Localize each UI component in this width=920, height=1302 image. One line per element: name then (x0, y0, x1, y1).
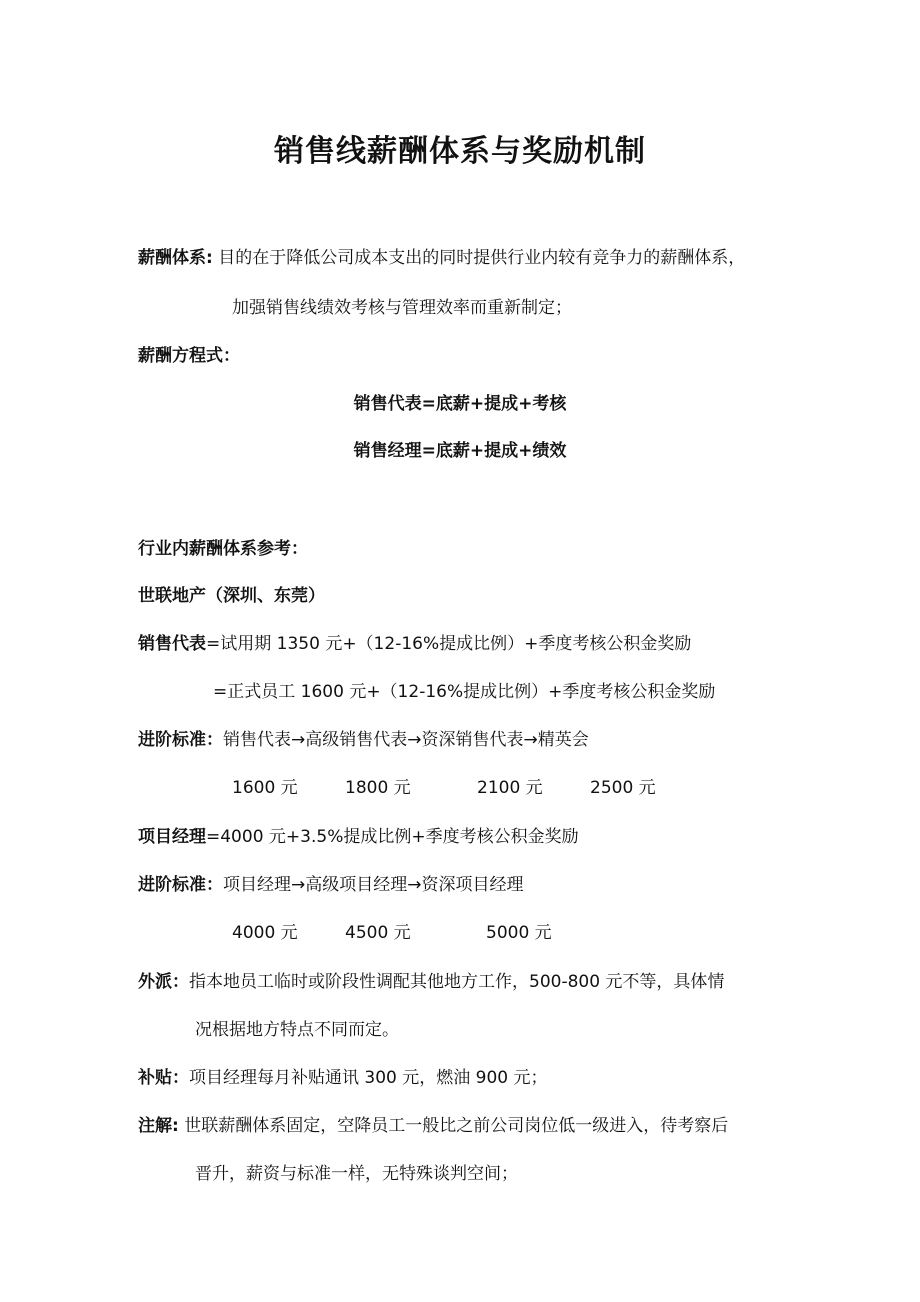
formula-sales-rep: 销售代表=底薪+提成+考核 (353, 394, 567, 414)
subsidy-label: 补贴： (138, 1068, 189, 1088)
mgr-levels-line (138, 873, 524, 897)
salary-system-line (138, 246, 745, 270)
mgr-levels-path: 项目经理→高级项目经理→资深项目经理 (223, 875, 524, 895)
salary-system-text: 目的在于降低公司成本支出的同时提供行业内较有竞争力的薪酬体系， (218, 248, 746, 268)
project-manager-line (138, 825, 579, 849)
sales-rep-line-2: =正式员工 1600 元+（12-16%提成比例）+季度考核公积金奖励 (213, 682, 716, 702)
sales-rep-line-1 (138, 632, 691, 656)
note-text: 世联薪酬体系固定，空降员工一般比之前公司岗位低一级进入，待考察后 (184, 1116, 729, 1136)
formula-sales-manager: 销售经理=底薪+提成+绩效 (353, 441, 567, 461)
dispatch-line (138, 970, 724, 994)
rep-levels-label: 进阶标准： (138, 730, 223, 750)
project-manager-formula: =4000 元+3.5%提成比例+季度考核公积金奖励 (206, 827, 579, 847)
salary-system-label: 薪酬体系: (138, 248, 213, 268)
company-name: 世联地产（深圳、东莞） (138, 586, 325, 606)
mgr-levels-label: 进阶标准： (138, 875, 223, 895)
subsidy-line (138, 1066, 548, 1090)
project-manager-label: 项目经理 (138, 827, 206, 847)
note-label: 注解: (138, 1116, 179, 1136)
rep-level-salary: 2100 元 (477, 778, 543, 798)
dispatch-continuation: 况根据地方特点不同而定。 (195, 1020, 399, 1040)
rep-level-salary: 1800 元 (345, 778, 411, 798)
rep-level-salary: 2500 元 (590, 778, 656, 798)
dispatch-text: 指本地员工临时或阶段性调配其他地方工作，500-800 元不等，具体情 (189, 972, 725, 992)
salary-system-continuation: 加强销售线绩效考核与管理效率而重新制定； (232, 298, 572, 318)
mgr-level-salary: 5000 元 (486, 923, 552, 943)
note-continuation: 晋升，薪资与标准一样，无特殊谈判空间； (195, 1164, 518, 1184)
rep-levels-path: 销售代表→高级销售代表→资深销售代表→精英会 (223, 730, 589, 750)
industry-reference-label: 行业内薪酬体系参考： (138, 539, 308, 559)
document-title: 销售线薪酬体系与奖励机制 (274, 134, 646, 169)
mgr-level-salary: 4500 元 (345, 923, 411, 943)
dispatch-label: 外派： (138, 972, 189, 992)
rep-levels-line (138, 728, 589, 752)
rep-level-salary: 1600 元 (232, 778, 298, 798)
sales-rep-probation: =试用期 1350 元+（12-16%提成比例）+季度考核公积金奖励 (206, 634, 692, 654)
subsidy-text: 项目经理每月补贴通讯 300 元，燃油 900 元； (189, 1068, 548, 1088)
formula-label: 薪酬方程式： (138, 346, 240, 366)
note-line (138, 1114, 728, 1138)
sales-rep-label: 销售代表 (138, 634, 206, 654)
mgr-level-salary: 4000 元 (232, 923, 298, 943)
